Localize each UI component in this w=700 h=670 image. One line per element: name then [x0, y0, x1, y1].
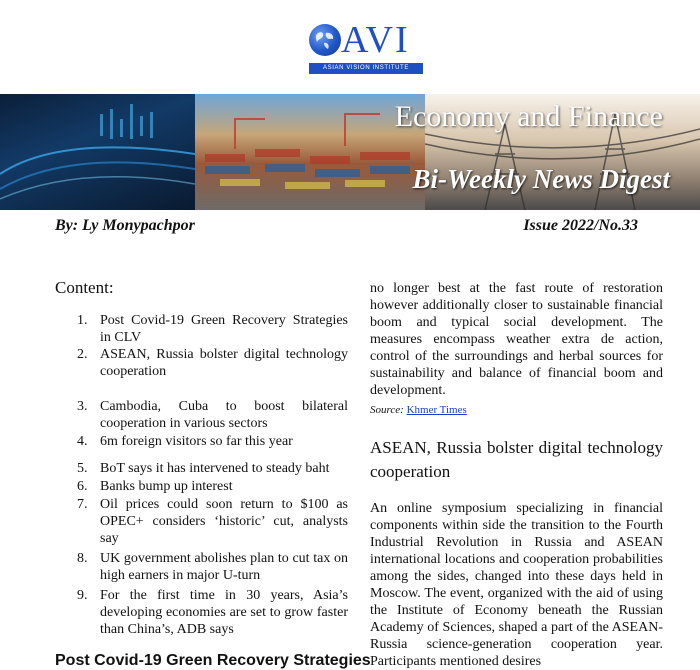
toc-item-number: 8. [77, 551, 88, 566]
toc-item[interactable] [77, 346, 348, 380]
toc-item-number: 9. [77, 588, 88, 603]
banner-title: Economy and Finance [394, 100, 663, 133]
globe-icon [309, 24, 341, 56]
toc-item[interactable] [77, 478, 348, 495]
toc-item[interactable] [77, 433, 348, 450]
toc-item-text: BoT says it has intervened to steady baht [100, 461, 330, 476]
toc-item-number: 4. [77, 434, 88, 449]
toc-item-text: Oil prices could soon return to $100 as OPEC+ considers ‘historic’ cut, analysts say [100, 497, 348, 546]
content-heading: Content: [55, 278, 114, 297]
toc-item-text: ASEAN, Russia bolster digital technology cooperation [100, 347, 348, 379]
toc-item-number: 5. [77, 461, 88, 476]
toc-item[interactable] [77, 587, 348, 638]
toc-item-number: 2. [77, 347, 88, 362]
toc-item-text: Post Covid-19 Green Recovery Strategies in CLV [100, 313, 348, 345]
article-paragraph: no longer best at the fast route of restoration however additionally closer to sustainable financial boom and typical social development. The measures encompass weather extra de action, control of the surroundings and herbal sources for sustainability and balance of financial boom and development. [370, 281, 663, 398]
toc-item-number: 1. [77, 313, 88, 328]
toc-item-number: 3. [77, 399, 88, 414]
section-heading: Post Covid-19 Green Recovery Strategies [55, 652, 371, 669]
toc-item-text: 6m foreign visitors so far this year [100, 434, 293, 449]
toc-item[interactable] [77, 496, 348, 547]
toc-item-number: 6. [77, 479, 88, 494]
toc-item-text: Cambodia, Cuba to boost bilateral cooperation in various sectors [100, 399, 348, 431]
source-label: Source: [370, 404, 404, 416]
table-of-contents [77, 312, 348, 638]
toc-item[interactable] [77, 460, 348, 477]
issue-number: Issue 2022/No.33 [523, 217, 638, 234]
header-banner [0, 94, 700, 210]
avi-logo [309, 19, 423, 76]
toc-item[interactable] [77, 550, 348, 584]
logo-tagline: ASIAN VISION INSTITUTE [309, 63, 423, 74]
toc-item[interactable] [77, 398, 348, 432]
banner-subtitle: Bi-Weekly News Digest [412, 164, 670, 194]
banner-image-port [195, 94, 425, 210]
toc-item-text: For the first time in 30 years, Asia’s developing economies are set to grow faster than China’s, ADB says [100, 588, 348, 637]
logo-wordmark: AVI [341, 19, 410, 61]
source-line [370, 402, 663, 419]
article-title: ASEAN, Russia bolster digital technology cooperation [370, 438, 663, 481]
banner-image-data [0, 94, 195, 210]
toc-item-text: Banks bump up interest [100, 479, 233, 494]
article-column [370, 280, 663, 670]
toc-item[interactable] [77, 312, 348, 346]
author-byline: By: Ly Monypachpor [55, 217, 195, 234]
source-link[interactable]: Khmer Times [406, 404, 467, 416]
toc-item-text: UK government abolishes plan to cut tax on high earners in major U-turn [100, 551, 348, 583]
article-paragraph: An online symposium specializing in financial components within side the transition to the Fourth Industrial Revolution in Russia and ASEAN international locations and cooperation probabilities among the sides, changed into these days held in Moscow. The event, organized with the aid of using the Institute of Economy beneath the Russian Academy of Sciences, shaped a part of the ASEAN-Russia science-generation cooperation year. Participants mentioned desires [370, 501, 663, 669]
toc-item-number: 7. [77, 497, 88, 512]
